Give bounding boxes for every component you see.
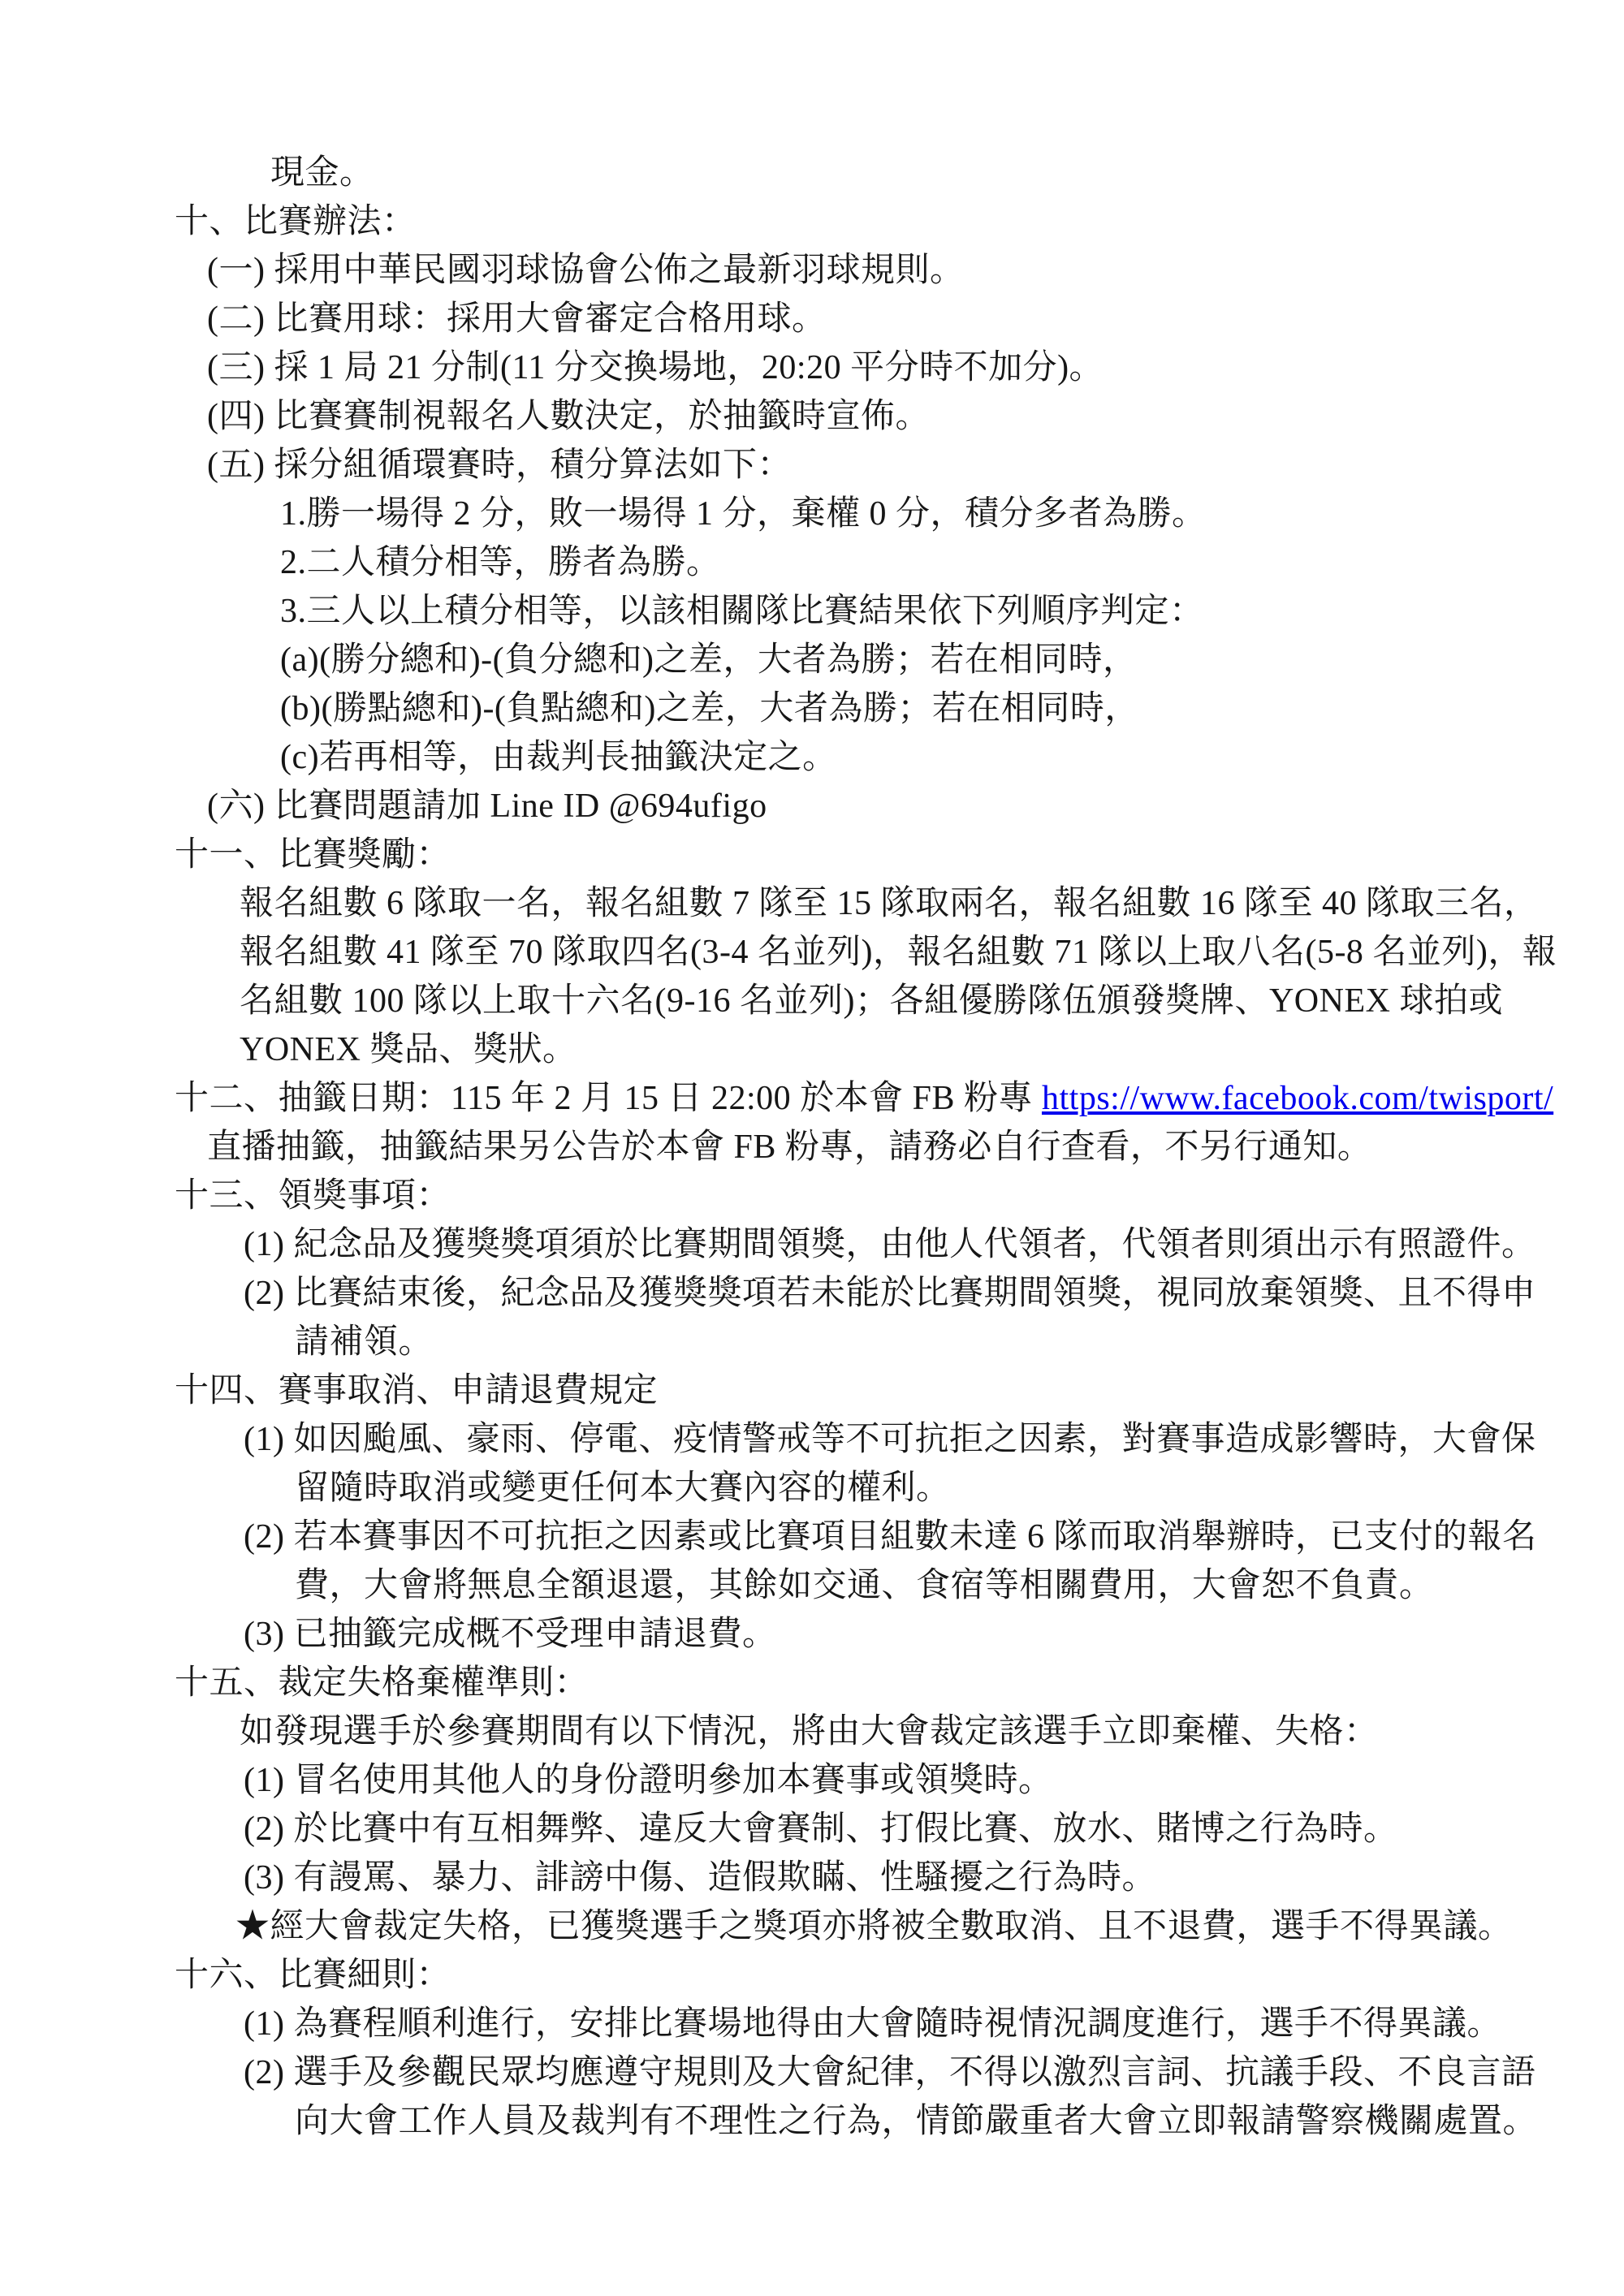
section-13-item-1: (1) 紀念品及獲獎獎項須於比賽期間領獎，由他人代領者，代領者則須出示有照證件。 — [244, 1226, 1536, 1263]
section-15-item-2: (2) 於比賽中有互相舞弊、違反大會賽制、打假比賽、放水、賭博之行為時。 — [244, 1810, 1398, 1848]
section-15-item-1: (1) 冒名使用其他人的身份證明參加本賽事或領獎時。 — [244, 1762, 1053, 1799]
section-10-heading: 十、比賽辦法： — [175, 203, 417, 240]
section-16-heading: 十六、比賽細則： — [175, 1957, 451, 1994]
section-10-item-5-sub-1: 1.勝一場得 2 分，敗一場得 1 分，棄權 0 分，積分多者為勝。 — [280, 495, 1207, 533]
section-12-heading-text: 十二、抽籤日期：115 年 2 月 15 日 22:00 於本會 FB 粉專 — [175, 1080, 1042, 1117]
section-11-body-line-4: YONEX 獎品、獎狀。 — [240, 1031, 577, 1068]
section-14-item-1: (1) 如因颱風、豪雨、停電、疫情警戒等不可抗拒之因素，對賽事造成影響時，大會保 — [244, 1421, 1536, 1458]
section-15-item-3: (3) 有謾罵、暴力、誹謗中傷、造假欺瞞、性騷擾之行為時。 — [244, 1859, 1156, 1897]
section-10-item-5-sub-3a: (a)(勝分總和)-(負分總和)之差，大者為勝；若在相同時， — [280, 641, 1138, 679]
facebook-link[interactable]: https://www.facebook.com/twisport/ — [1041, 1080, 1554, 1117]
section-10-item-5-sub-3c: (c)若再相等，由裁判長抽籤決定之。 — [280, 739, 837, 776]
section-16-item-2: (2) 選手及參觀民眾均應遵守規則及大會紀律，不得以激烈言詞、抗議手段、不良言語 — [244, 2054, 1536, 2091]
section-11-heading: 十一、比賽獎勵： — [175, 836, 451, 874]
section-14-heading: 十四、賽事取消、申請退費規定 — [175, 1372, 659, 1409]
section-14-item-3: (3) 已抽籤完成概不受理申請退費。 — [244, 1616, 777, 1653]
section-12-heading — [0, 1074, 1554, 1123]
section-13-heading: 十三、領獎事項： — [175, 1177, 451, 1215]
section-11-body-line-3: 名組數 100 隊以上取十六名(9-16 名並列)；各組優勝隊伍頒發獎牌、YONEX 球拍或 — [240, 982, 1503, 1020]
section-13-item-2-continuation: 請補領。 — [295, 1323, 434, 1361]
section-16-item-1: (1) 為賽程順利進行，安排比賽場地得由大會隨時視情況調度進行，選手不得異議。 — [244, 2005, 1501, 2043]
section-10-item-4: (四) 比賽賽制視報名人數決定，於抽籤時宣佈。 — [207, 398, 930, 435]
section-10-item-3: (三) 採 1 局 21 分制(11 分交換場地，20:20 平分時不加分)。 — [207, 349, 1104, 386]
section-10-item-5-sub-2: 2.二人積分相等，勝者為勝。 — [280, 544, 721, 581]
section-11-body-line-2: 報名組數 41 隊至 70 隊取四名(3-4 名並列)，報名組數 71 隊以上取八名(5-8 名並列)，報 — [240, 934, 1557, 971]
section-14-item-2: (2) 若本賽事因不可抗拒之因素或比賽項目組數未達 6 隊而取消舉辦時，已支付的報名 — [244, 1518, 1537, 1556]
section-10-item-1: (一) 採用中華民國羽球協會公佈之最新羽球規則。 — [207, 252, 965, 289]
star-icon: ★ — [235, 1908, 270, 1945]
section-14-item-1-continuation: 留隨時取消或變更任何本大賽內容的權利。 — [295, 1470, 951, 1507]
para-cash-continuation: 現金。 — [270, 154, 374, 192]
section-16-item-2-continuation: 向大會工作人員及裁判有不理性之行為，情節嚴重者大會立即報請警察機關處置。 — [295, 2103, 1538, 2140]
section-12-body-line: 直播抽籤，抽籤結果另公告於本會 FB 粉專，請務必自行查看，不另行通知。 — [207, 1129, 1372, 1166]
section-10-item-5-sub-3b: (b)(勝點總和)-(負點總和)之差，大者為勝；若在相同時， — [280, 690, 1139, 727]
section-10-item-5: (五) 採分組循環賽時，積分算法如下： — [207, 447, 792, 484]
section-15-heading: 十五、裁定失格棄權準則： — [175, 1664, 590, 1702]
section-13-item-2: (2) 比賽結束後，紀念品及獲獎獎項若未能於比賽期間領獎，視同放棄領獎、且不得申 — [244, 1275, 1536, 1312]
section-15-intro: 如發現選手於參賽期間有以下情況，將由大會裁定該選手立即棄權、失格： — [240, 1713, 1379, 1750]
section-15-star-note — [0, 1902, 1513, 1951]
section-15-star-note-text: 經大會裁定失格，已獲獎選手之獎項亦將被全數取消、且不退費，選手不得異議。 — [270, 1908, 1513, 1945]
section-11-body-line-1: 報名組數 6 隊取一名，報名組數 7 隊至 15 隊取兩名，報名組數 16 隊至 40 隊取三名， — [240, 885, 1539, 922]
section-10-item-5-sub-3: 3.三人以上積分相等，以該相關隊比賽結果依下列順序判定： — [280, 593, 1204, 630]
section-10-item-6: (六) 比賽問題請加 Line ID @694ufigo — [207, 788, 767, 825]
section-10-item-2: (二) 比賽用球：採用大會審定合格用球。 — [207, 300, 827, 338]
section-14-item-2-continuation: 費，大會將無息全額退還，其餘如交通、食宿等相關費用，大會恕不負責。 — [295, 1567, 1434, 1604]
